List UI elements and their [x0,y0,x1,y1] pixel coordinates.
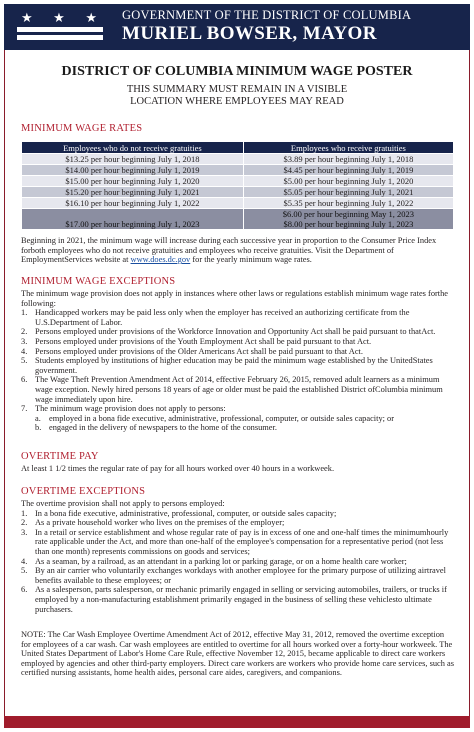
column-header: Employees who receive gratuities [243,142,453,154]
table-cell: $5.00 per hour beginning July 1, 2020 [243,176,453,187]
table-cell: $17.00 per hour beginning July 1, 2023 [22,209,244,230]
list-item: 5. Students employed by institutions of higher education may be paid the minimum wage established by the UnitedStates government. [21,356,433,375]
table-cell [243,209,453,230]
table-cell: $5.05 per hour beginning July 1, 2021 [243,187,453,198]
table-cell: $5.35 per hour beginning July 1, 2022 [243,198,453,209]
table-row [22,154,454,165]
table-cell: $15.00 per hour beginning July 1, 2020 [22,176,244,187]
column-header: Employees who do not receive gratuities [22,142,244,154]
sub-list-item: b. engaged in the delivery of newspapers to the home of the consumer. [35,423,277,433]
exceptions-list [21,308,455,433]
table-cell: $13.25 per hour beginning July 1, 2018 [22,154,244,165]
table-row [22,176,454,187]
cpi-text: Beginning in 2021, the minimum wage will increase during each successive year in proportion to the Consumer Price Index forboth employees who do not receive gratuities and employees who receive gratuities. Visit the Department of EmploymentServices website at [21,236,437,265]
table-cell: $3.89 per hour beginning July 1, 2018 [243,154,453,165]
flag-bar [17,27,103,32]
star-icon: ★ [53,10,65,25]
poster-subtitle [0,84,474,108]
list-item: 2. Persons employed under provisions of the Workforce Innovation and Opportunity Act shall be paid pursuant to thatAct. [21,327,436,337]
table-row [22,198,454,209]
government-header [4,4,470,50]
table-cell-line: $6.00 per hour beginning May 1, 2023 [282,209,415,219]
table-cell: $4.45 per hour beginning July 1, 2019 [243,165,453,176]
overtime-pay-text: At least 1 1/2 times the regular rate of pay for all hours worked over 40 hours in a workweek. [21,464,335,473]
cpi-paragraph [21,236,455,265]
overtime-exceptions-intro: The overtime provision shall not apply to persons employed: [21,499,225,508]
list-item: 7. The minimum wage provision does not apply to persons: a. employed in a bona fide executive, administrative, professional, computer, or outside sales capacity; or b. engaged in the delivery of newspapers to the home of the consumer. [21,404,455,433]
list-item: 1. Handicapped workers may be paid less only when the employer has received an authorizing certificate from the U.S.Department of Labor. [21,308,410,327]
minimum-wage-heading: MINIMUM WAGE RATES [21,123,143,134]
subtitle-line: LOCATION WHERE EMPLOYEES MAY READ [130,96,344,107]
star-icon: ★ [21,10,33,25]
exceptions-intro: The minimum wage provision does not apply in instances where other laws or regulations establish minimum wage rates forthe following: [21,289,449,308]
table-cell: $15.20 per hour beginning July 1, 2021 [22,187,244,198]
exceptions-section [21,289,455,433]
car-wash-note: NOTE: The Car Wash Employee Overtime Amendment Act of 2012, effective May 31, 2012, removed the overtime exception for employees of a car wash. Car wash employees are entitled to overtime for all hours worked over a forty-hour workweek. The United States Department of Labor's Home Care Rule, effective November 12, 2015, became applicable to direct care workers employed by agencies and other third-party employers. Direct care workers are workers who provide home care services, such as certified nursing assistants, home health aides, personal care aides, caregivers, and companions. [21,630,455,678]
footer-bar [4,716,470,728]
government-name: GOVERNMENT OF THE DISTRICT OF COLUMBIA [122,8,412,22]
overtime-exceptions-heading: OVERTIME EXCEPTIONS [21,486,146,497]
subtitle-line: THIS SUMMARY MUST REMAIN IN A VISIBLE [126,84,348,95]
list-item: 2. As a private household worker who lives on the premises of the employer; [21,518,285,528]
list-item: 3. Persons employed under provisions of the Youth Employment Act shall be paid pursuant to that Act. [21,336,372,346]
list-item: 5. By an air carrier who voluntarily exchanges workdays with another employee for the primary purpose of utilizing airtravel benefits available to these employees; or [21,566,446,585]
table-cell: $16.10 per hour beginning July 1, 2022 [22,198,244,209]
list-item: 6. As a salesperson, parts salesperson, or mechanic primarily engaged in selling or servicing automobiles, trailers, or trucks if employed by a non-manufacturing establishment primarily engaged in the business of selling these vehiclesto ultimate purchasers. [21,585,447,614]
does-website-link[interactable]: www.does.dc.gov [130,255,191,265]
dc-flag-logo [17,11,103,45]
overtime-exceptions-list [21,509,455,615]
table-row [22,187,454,198]
table-cell: $14.00 per hour beginning July 1, 2019 [22,165,244,176]
list-item: 3. In a retail or service establishment and whose regular rate of pay is in excess of one and one-half times the minimumhourly rate applicable under the Act, and more than one-half of the employee's compensation for a representative period (not less than one month) represents commissions on goods and services; [21,527,449,556]
table-row [22,209,454,230]
minimum-wage-exceptions-heading: MINIMUM WAGE EXCEPTIONS [21,276,176,287]
list-item: 6. The Wage Theft Prevention Amendment Act of 2014, effective February 26, 2015, removed adult learners as a minimum wage exception. Newly hired persons 18 years of age or older must be paid the established District ofColumbia minimum wage immediately upon hire. [21,375,443,404]
list-item: 1. In a bona fide executive, administrative, professional, computer, or outside sales capacity; [21,508,337,518]
table-cell-line: $8.00 per hour beginning July 1, 2023 [283,219,414,229]
list-item: 4. As a seaman, by a railroad, as an attendant in a parking lot or parking garage, or on a home health care worker; [21,556,407,566]
overtime-pay-heading: OVERTIME PAY [21,451,99,462]
table-row [22,165,454,176]
cpi-text-end: for the yearly minimum wage rates. [190,255,312,265]
poster-title: DISTRICT OF COLUMBIA MINIMUM WAGE POSTER [61,64,413,79]
overtime-exceptions-section [21,499,455,614]
minimum-wage-table [21,141,454,230]
sub-list-item: a. employed in a bona fide executive, administrative, professional, computer, or outside sales capacity; or [35,413,395,423]
mayor-name: MURIEL BOWSER, MAYOR [122,23,377,44]
exceptions-sublist [35,414,455,433]
star-icon: ★ [85,10,97,25]
flag-bar [17,35,103,40]
list-item: 4. Persons employed under provisions of the Older Americans Act shall be paid pursuant to that Act. [21,346,363,356]
